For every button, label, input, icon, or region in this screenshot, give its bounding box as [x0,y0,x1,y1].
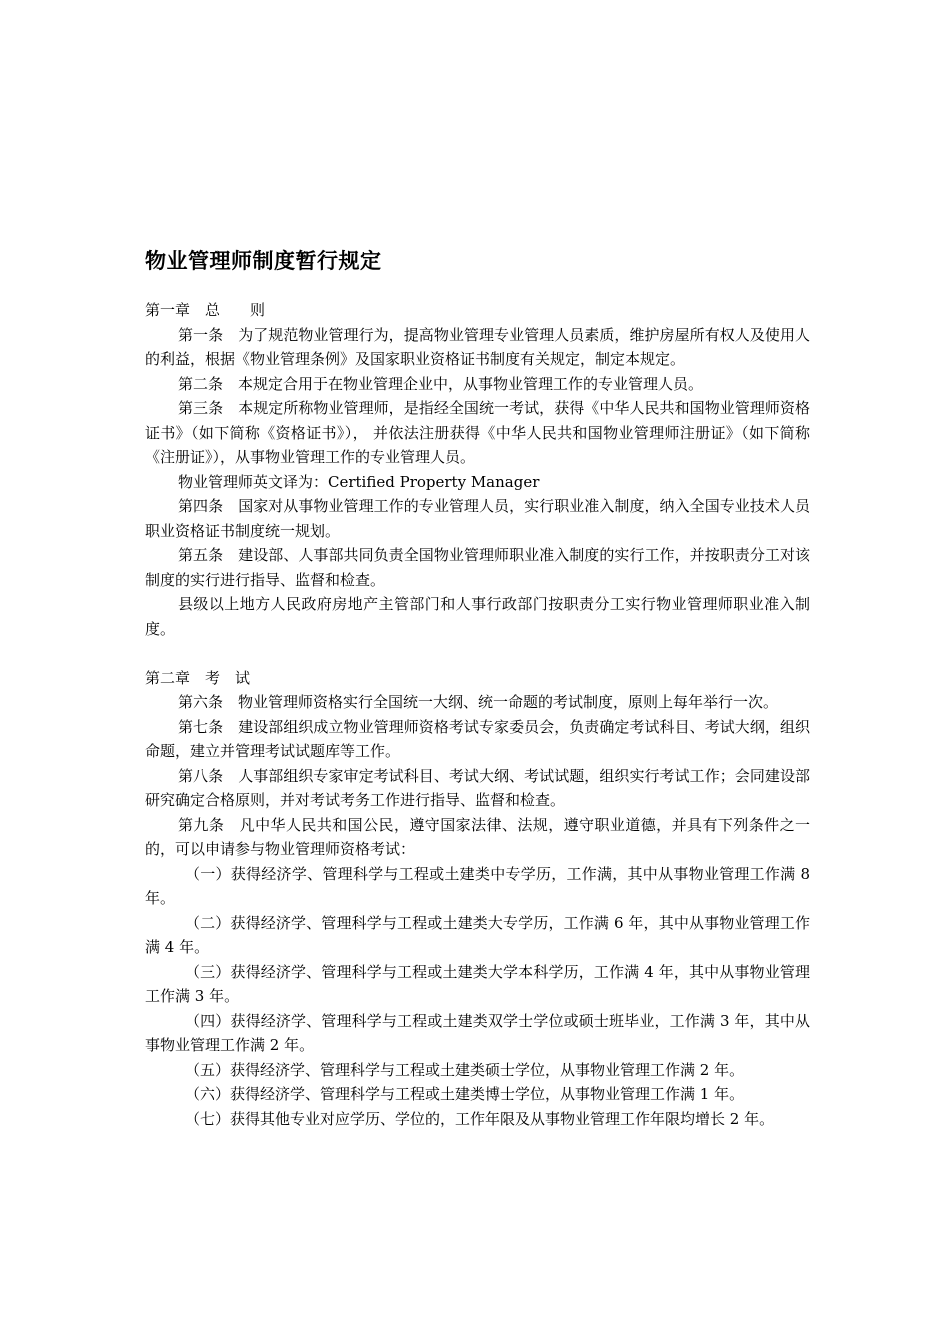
chapter-spacer [145,641,810,666]
article-6: 第六条 物业管理师资格实行全国统一大纲、统一命题的考试制度，原则上每年举行一次。 [178,693,779,711]
english-name-note: 物业管理师英文译为：Certified Property Manager [178,472,540,491]
condition-item-7: （七）获得其他专业对应学历、学位的，工作年限及从事物业管理工作年限均增长 2 年。 [185,1109,775,1128]
condition-item-5: （五）获得经济学、管理科学与工程或土建类硕士学位，从事物业管理工作满 2 年。 [185,1060,745,1079]
article-7: 第七条 建设部组织成立物业管理师资格考试专家委员会，负责确定考试科目、考试大纲，组织命题，建立并管理考试试题库等工作。 [145,717,810,760]
condition-item-3: （三）获得经济学、管理科学与工程或土建类大学本科学历，工作满 4 年，其中从事物业管理工作满 3 年。 [145,962,810,1005]
chapter-2-heading: 第二章 考 试 [145,668,251,687]
chapter-1-heading: 第一章 总 则 [145,301,266,319]
condition-item-4: （四）获得经济学、管理科学与工程或土建类双学士学位或硕士班毕业，工作满 3 年，其中从事物业管理工作满 2 年。 [145,1011,810,1054]
condition-item-1: （一）获得经济学、管理科学与工程或土建类中专学历，工作满，其中从事物业管理工作满 8 年。 [145,864,810,907]
article-5-continued: 县级以上地方人民政府房地产主管部门和人事行政部门按职责分工实行物业管理师职业准入制度。 [145,595,810,638]
article-1: 第一条 为了规范物业管理行为，提高物业管理专业管理人员素质，维护房屋所有权人及使用人的利益，根据《物业管理条例》及国家职业资格证书制度有关规定，制定本规定。 [145,325,810,368]
article-8: 第八条 人事部组织专家审定考试科目、考试大纲、考试试题，组织实行考试工作；会同建设部研究确定合格原则，并对考试考务工作进行指导、监督和检查。 [145,766,810,809]
condition-item-6: （六）获得经济学、管理科学与工程或土建类博士学位，从事物业管理工作满 1 年。 [185,1085,745,1103]
condition-item-2: （二）获得经济学、管理科学与工程或土建类大专学历，工作满 6 年，其中从事物业管理工作满 4 年。 [145,913,810,956]
document-title: 物业管理师制度暂行规定 [145,249,382,273]
document-page [145,246,810,1131]
article-5: 第五条 建设部、人事部共同负责全国物业管理师职业准入制度的实行工作，并按职责分工对该制度的实行进行指导、监督和检查。 [145,546,810,589]
article-4: 第四条 国家对从事物业管理工作的专业管理人员，实行职业准入制度，纳入全国专业技术人员职业资格证书制度统一规划。 [145,497,810,540]
article-2: 第二条 本规定合用于在物业管理企业中，从事物业管理工作的专业管理人员。 [178,374,704,393]
article-3: 第三条 本规定所称物业管理师，是指经全国统一考试，获得《中华人民共和国物业管理师资格证书》（如下简称《资格证书》）， 并依法注册获得《中华人民共和国物业管理师注册证》（如下简称《注册证》），从事物业管理工作的专业管理人员。 [145,399,810,466]
article-9: 第九条 凡中华人民共和国公民，遵守国家法律、法规，遵守职业道德，并具有下列条件之一的，可以申请参与物业管理师资格考试： [145,815,810,858]
